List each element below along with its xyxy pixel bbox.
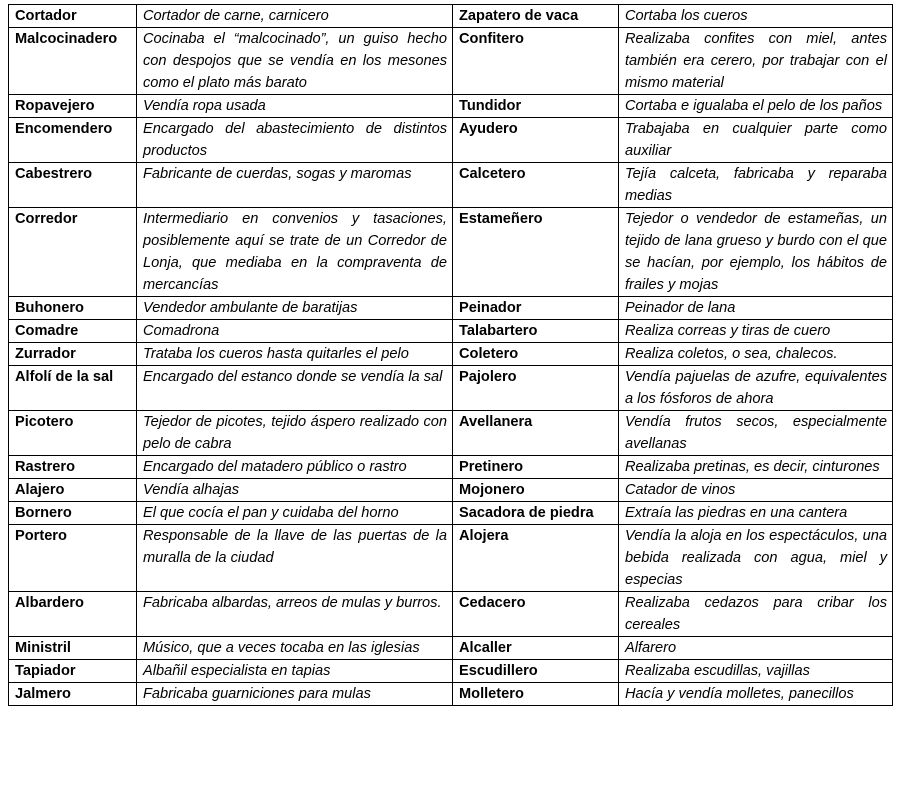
occupation-term: Estameñero — [453, 208, 619, 297]
occupation-definition: Cortaba e igualaba el pelo de los paños — [619, 95, 893, 118]
occupation-term: Zurrador — [9, 343, 137, 366]
occupation-term: Avellanera — [453, 411, 619, 456]
occupation-definition: Cocinaba el “malcocinado”, un guiso hecho con despojos que se vendía en los mesones como el plato más barato — [137, 28, 453, 95]
occupation-term: Encomendero — [9, 118, 137, 163]
table-row — [9, 525, 893, 592]
occupation-definition: Realiza correas y tiras de cuero — [619, 320, 893, 343]
occupation-term: Jalmero — [9, 683, 137, 706]
occupation-term: Albardero — [9, 592, 137, 637]
occupation-definition: Vendía pajuelas de azufre, equivalentes a los fósforos de ahora — [619, 366, 893, 411]
table-row — [9, 366, 893, 411]
occupation-term: Ayudero — [453, 118, 619, 163]
occupations-table — [8, 4, 893, 706]
occupation-definition: Tejía calceta, fabricaba y reparaba medias — [619, 163, 893, 208]
occupation-definition: Catador de vinos — [619, 479, 893, 502]
occupation-term: Portero — [9, 525, 137, 592]
occupation-term: Mojonero — [453, 479, 619, 502]
table-row — [9, 95, 893, 118]
occupation-definition: Tejedor o vendedor de estameñas, un tejido de lana grueso y burdo con el que se hacían, por ejemplo, los hábitos de frailes y mojas — [619, 208, 893, 297]
table-row — [9, 297, 893, 320]
occupation-definition: Vendedor ambulante de baratijas — [137, 297, 453, 320]
table-row — [9, 5, 893, 28]
occupation-definition: Realizaba escudillas, vajillas — [619, 660, 893, 683]
occupation-term: Pretinero — [453, 456, 619, 479]
occupation-definition: Fabricaba guarniciones para mulas — [137, 683, 453, 706]
occupation-definition: Encargado del matadero público o rastro — [137, 456, 453, 479]
table-row — [9, 502, 893, 525]
occupation-term: Alojera — [453, 525, 619, 592]
table-row — [9, 320, 893, 343]
table-row — [9, 479, 893, 502]
occupation-definition: Músico, que a veces tocaba en las iglesias — [137, 637, 453, 660]
occupation-definition: Trabajaba en cualquier parte como auxiliar — [619, 118, 893, 163]
table-row — [9, 660, 893, 683]
occupation-definition: Intermediario en convenios y tasaciones, posiblemente aquí se trate de un Corredor de Lonja, que mediaba en la compraventa de mercancías — [137, 208, 453, 297]
occupation-definition: Realiza coletos, o sea, chalecos. — [619, 343, 893, 366]
occupation-term: Coletero — [453, 343, 619, 366]
occupation-definition: Extraía las piedras en una cantera — [619, 502, 893, 525]
occupation-term: Picotero — [9, 411, 137, 456]
table-row — [9, 683, 893, 706]
occupation-definition: El que cocía el pan y cuidaba del horno — [137, 502, 453, 525]
occupation-term: Malcocinadero — [9, 28, 137, 95]
occupation-term: Escudillero — [453, 660, 619, 683]
table-row — [9, 592, 893, 637]
occupation-definition: Alfarero — [619, 637, 893, 660]
occupation-definition: Tejedor de picotes, tejido áspero realizado con pelo de cabra — [137, 411, 453, 456]
table-row — [9, 28, 893, 95]
occupation-term: Rastrero — [9, 456, 137, 479]
occupation-definition: Vendía frutos secos, especialmente avellanas — [619, 411, 893, 456]
occupation-term: Ministril — [9, 637, 137, 660]
occupation-term: Bornero — [9, 502, 137, 525]
occupation-definition: Realizaba pretinas, es decir, cinturones — [619, 456, 893, 479]
occupation-definition: Encargado del abastecimiento de distintos productos — [137, 118, 453, 163]
occupation-definition: Realizaba cedazos para cribar los cereales — [619, 592, 893, 637]
occupation-term: Ropavejero — [9, 95, 137, 118]
table-row — [9, 411, 893, 456]
occupation-definition: Cortaba los cueros — [619, 5, 893, 28]
occupation-definition: Responsable de la llave de las puertas de la muralla de la ciudad — [137, 525, 453, 592]
occupations-table-body — [9, 5, 893, 706]
occupation-definition: Albañil especialista en tapias — [137, 660, 453, 683]
occupation-term: Confitero — [453, 28, 619, 95]
occupation-term: Cortador — [9, 5, 137, 28]
occupation-definition: Trataba los cueros hasta quitarles el pelo — [137, 343, 453, 366]
occupation-definition: Peinador de lana — [619, 297, 893, 320]
occupation-term: Comadre — [9, 320, 137, 343]
table-row — [9, 637, 893, 660]
occupation-term: Alfolí de la sal — [9, 366, 137, 411]
table-row — [9, 456, 893, 479]
occupation-term: Buhonero — [9, 297, 137, 320]
occupation-term: Molletero — [453, 683, 619, 706]
occupation-term: Pajolero — [453, 366, 619, 411]
table-row — [9, 208, 893, 297]
occupation-definition: Vendía alhajas — [137, 479, 453, 502]
occupation-definition: Cortador de carne, carnicero — [137, 5, 453, 28]
occupation-term: Cedacero — [453, 592, 619, 637]
occupation-term: Sacadora de piedra — [453, 502, 619, 525]
occupation-term: Alcaller — [453, 637, 619, 660]
occupation-term: Zapatero de vaca — [453, 5, 619, 28]
occupation-term: Alajero — [9, 479, 137, 502]
table-row — [9, 118, 893, 163]
occupation-definition: Hacía y vendía molletes, panecillos — [619, 683, 893, 706]
occupation-term: Corredor — [9, 208, 137, 297]
occupation-term: Tundidor — [453, 95, 619, 118]
occupation-term: Peinador — [453, 297, 619, 320]
occupation-term: Cabestrero — [9, 163, 137, 208]
occupation-term: Calcetero — [453, 163, 619, 208]
table-row — [9, 163, 893, 208]
occupation-term: Talabartero — [453, 320, 619, 343]
table-row — [9, 343, 893, 366]
occupation-definition: Fabricante de cuerdas, sogas y maromas — [137, 163, 453, 208]
occupation-definition: Comadrona — [137, 320, 453, 343]
occupation-definition: Vendía ropa usada — [137, 95, 453, 118]
occupation-definition: Realizaba confites con miel, antes también era cerero, por trabajar con el mismo material — [619, 28, 893, 95]
occupation-term: Tapiador — [9, 660, 137, 683]
occupation-definition: Fabricaba albardas, arreos de mulas y burros. — [137, 592, 453, 637]
occupation-definition: Encargado del estanco donde se vendía la sal — [137, 366, 453, 411]
occupation-definition: Vendía la aloja en los espectáculos, una bebida realizada con agua, miel y especias — [619, 525, 893, 592]
